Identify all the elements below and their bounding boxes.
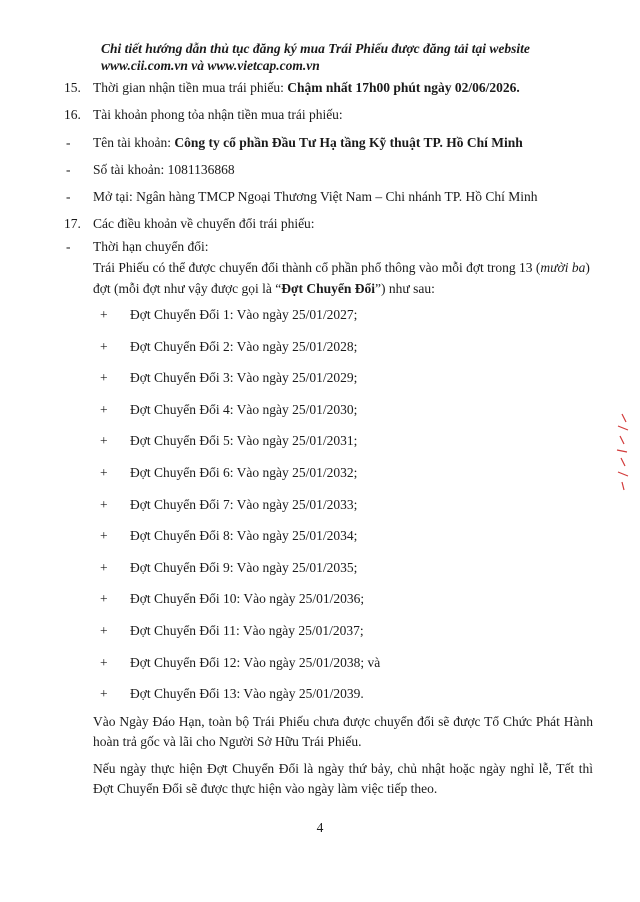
item-15-value: Chậm nhất 17h00 phút ngày 02/06/2026. [287,80,520,95]
header-note [101,40,601,74]
item-15-number: 15. [64,80,81,95]
conversion-period-text: Đợt Chuyển Đổi 13: Vào ngày 25/01/2039. [130,686,364,702]
bank-name: Mở tại: Ngân hàng TMCP Ngoại Thương Việt Nam – Chi nhánh TP. Hồ Chí Minh [93,189,538,204]
conversion-period-text: Đợt Chuyển Đổi 1: Vào ngày 25/01/2027; [130,307,358,322]
bullet-dash: - [66,162,71,177]
conversion-term-label: Thời hạn chuyển đổi: [93,239,209,254]
plus-bullet: + [100,370,108,386]
plus-bullet: + [100,307,108,322]
bullet-dash: - [66,135,71,150]
plus-bullet: + [100,623,108,638]
intro-text-b: ) [585,260,590,275]
account-name-label: Tên tài khoản: [93,135,175,150]
plus-bullet: + [100,559,108,575]
intro-line2-a: đợt (mỗi đợt như vậy được gọi là “ [93,281,282,296]
plus-bullet: + [100,496,108,512]
conversion-period-text: Đợt Chuyển Đổi 8: Vào ngày 25/01/2034; [130,528,358,544]
item-17-number: 17. [64,216,81,231]
conversion-period-text: Đợt Chuyển Đổi 11: Vào ngày 25/01/2037; [130,623,364,638]
conversion-period-text: Đợt Chuyển Đổi 6: Vào ngày 25/01/2032; [130,465,358,480]
plus-bullet: + [100,338,108,354]
item-17-label: Các điều khoản về chuyển đổi trái phiếu: [93,216,315,231]
item-16-number: 16. [64,107,81,122]
plus-bullet: + [100,654,108,670]
header-line-1: Chi tiết hướng dẫn thủ tục đăng ký mua Trái Phiếu được đăng tải tại website [101,41,530,56]
item-16-label: Tài khoản phong tỏa nhận tiền mua trái phiếu: [93,107,343,122]
stamp-mark-icon [612,412,632,492]
item-15-text [93,79,520,96]
conversion-period-text: Đợt Chuyển Đổi 7: Vào ngày 25/01/2033; [130,496,358,512]
conversion-period-text: Đợt Chuyển Đổi 10: Vào ngày 25/01/2036; [130,591,365,607]
bullet-dash: - [66,189,71,204]
plus-bullet: + [100,401,108,417]
header-line-2: www.cii.com.vn và www.vietcap.com.vn [101,58,320,73]
conversion-period-text: Đợt Chuyển Đổi 5: Vào ngày 25/01/2031; [130,433,358,449]
item-15-label: Thời gian nhận tiền mua trái phiếu: [93,80,288,95]
holiday-paragraph: Nếu ngày thực hiện Đợt Chuyển Đổi là ngày thứ bảy, chủ nhật hoặc ngày nghỉ lễ, Tết thì Đợt Chuyển Đổi sẽ được thực hiện vào ngày làm việc tiếp theo. [93,761,593,796]
intro-line2-b: ”) như sau: [375,281,435,296]
intro-bold: Đợt Chuyển Đổi [281,281,376,296]
plus-bullet: + [100,433,108,449]
plus-bullet: + [100,686,108,702]
page-number: 4 [316,820,324,835]
conversion-period-text: Đợt Chuyển Đổi 12: Vào ngày 25/01/2038; và [130,654,381,670]
conversion-period-text: Đợt Chuyển Đổi 3: Vào ngày 25/01/2029; [130,370,358,386]
account-name-value: Công ty cổ phần Đầu Tư Hạ tầng Kỹ thuật TP. Hồ Chí Minh [174,135,523,150]
plus-bullet: + [100,465,108,480]
bullet-dash: - [66,239,71,254]
maturity-paragraph: Vào Ngày Đáo Hạn, toàn bộ Trái Phiếu chưa được chuyển đổi sẽ được Tổ Chức Phát Hành hoàn trả gốc và lãi cho Người Sở Hữu Trái Phiếu. [93,714,593,749]
intro-italic: mười ba [540,260,586,275]
plus-bullet: + [100,591,108,607]
conversion-period-text: Đợt Chuyển Đổi 2: Vào ngày 25/01/2028; [130,338,358,354]
conversion-period-text: Đợt Chuyển Đổi 4: Vào ngày 25/01/2030; [130,401,358,417]
account-number: Số tài khoản: 1081136868 [93,162,235,177]
plus-bullet: + [100,528,108,544]
conversion-period-text: Đợt Chuyển Đổi 9: Vào ngày 25/01/2035; [130,559,358,575]
intro-text-a: Trái Phiếu có thể được chuyển đổi thành cổ phần phổ thông vào mỗi đợt trong 13 ( [93,260,541,275]
